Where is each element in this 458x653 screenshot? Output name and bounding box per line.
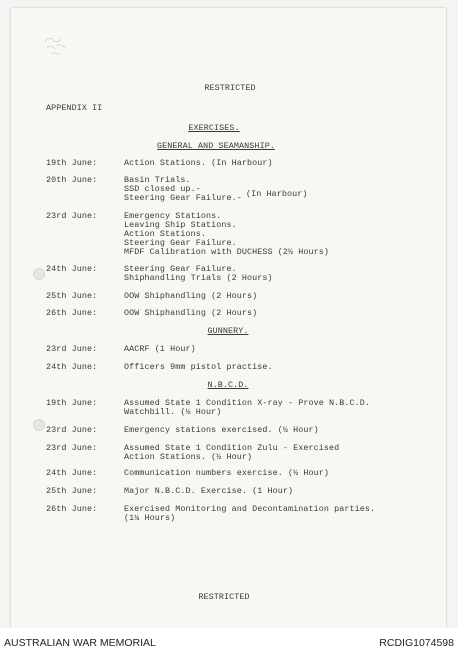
row-text: Action Stations. [124,229,207,239]
row-text: AACRF (1 Hour) [124,344,196,354]
row-note: (In Harbour) [246,189,308,199]
row-text: OOW Shiphandling (2 Hours) [124,291,258,301]
row-date: 23rd June: [46,425,98,435]
row-text: (1¼ Hours) [124,513,176,523]
row-text: Steering Gear Failure.- [124,193,242,203]
row-text: Communication numbers exercise. (½ Hour) [124,468,330,478]
exercises-title: EXERCISES. [188,123,240,133]
row-text: Shiphandling Trials (2 Hours) [124,273,273,283]
row-date: 25th June: [46,291,98,301]
row-date: 20th June: [46,175,98,185]
row-text: Assumed State 1 Condition Zulu - Exercised [124,443,340,453]
row-text: Officers 9mm pistol practise. [124,362,273,372]
footer-credit: AUSTRALIAN WAR MEMORIAL [4,637,156,649]
ink-mark [41,34,71,60]
row-date: 23rd June: [46,211,98,221]
section-heading: N.B.C.D. [207,380,249,390]
row-date: 23rd June: [46,443,98,453]
punch-hole [33,268,45,280]
row-date: 23rd June: [46,344,98,354]
row-date: 19th June: [46,158,98,168]
footer-id: RCDIG1074598 [379,637,454,649]
appendix-label: APPENDIX II [46,103,103,113]
row-date: 26th June: [46,308,98,318]
restricted-bottom: RESTRICTED [198,592,250,602]
punch-hole [33,419,45,431]
row-date: 24th June: [46,264,98,274]
row-text: Assumed State 1 Condition X-ray - Prove N.B.C.D. [124,398,371,408]
row-date: 24th June: [46,468,98,478]
restricted-top: RESTRICTED [204,83,256,93]
row-text: MFDF Calibration with DUCHESS (2½ Hours) [124,247,330,257]
row-text: Major N.B.C.D. Exercise. (1 Hour) [124,486,294,496]
row-text: Action Stations. (In Harbour) [124,158,273,168]
row-text: Steering Gear Failure. [124,238,237,248]
row-text: OOW Shiphandling (2 Hours) [124,308,258,318]
row-text: Exercised Monitoring and Decontamination parties. [124,504,376,514]
row-text: Steering Gear Failure. [124,264,237,274]
row-text: Emergency Stations. [124,211,222,221]
row-text: Action Stations. (½ Hour) [124,452,253,462]
section-heading: GENERAL AND SEAMANSHIP. [157,141,275,151]
row-text: Watchbill. (½ Hour) [124,407,222,417]
row-date: 19th June: [46,398,98,408]
row-text: SSD closed up.- [124,184,201,194]
row-date: 25th June: [46,486,98,496]
row-text: Leaving Ship Stations. [124,220,237,230]
footer-bar [0,628,458,653]
section-heading: GUNNERY. [207,326,249,336]
row-date: 24th June: [46,362,98,372]
row-date: 26th June: [46,504,98,514]
row-text: Basin Trials. [124,175,191,185]
row-text: Emergency stations exercised. (½ Hour) [124,425,319,435]
